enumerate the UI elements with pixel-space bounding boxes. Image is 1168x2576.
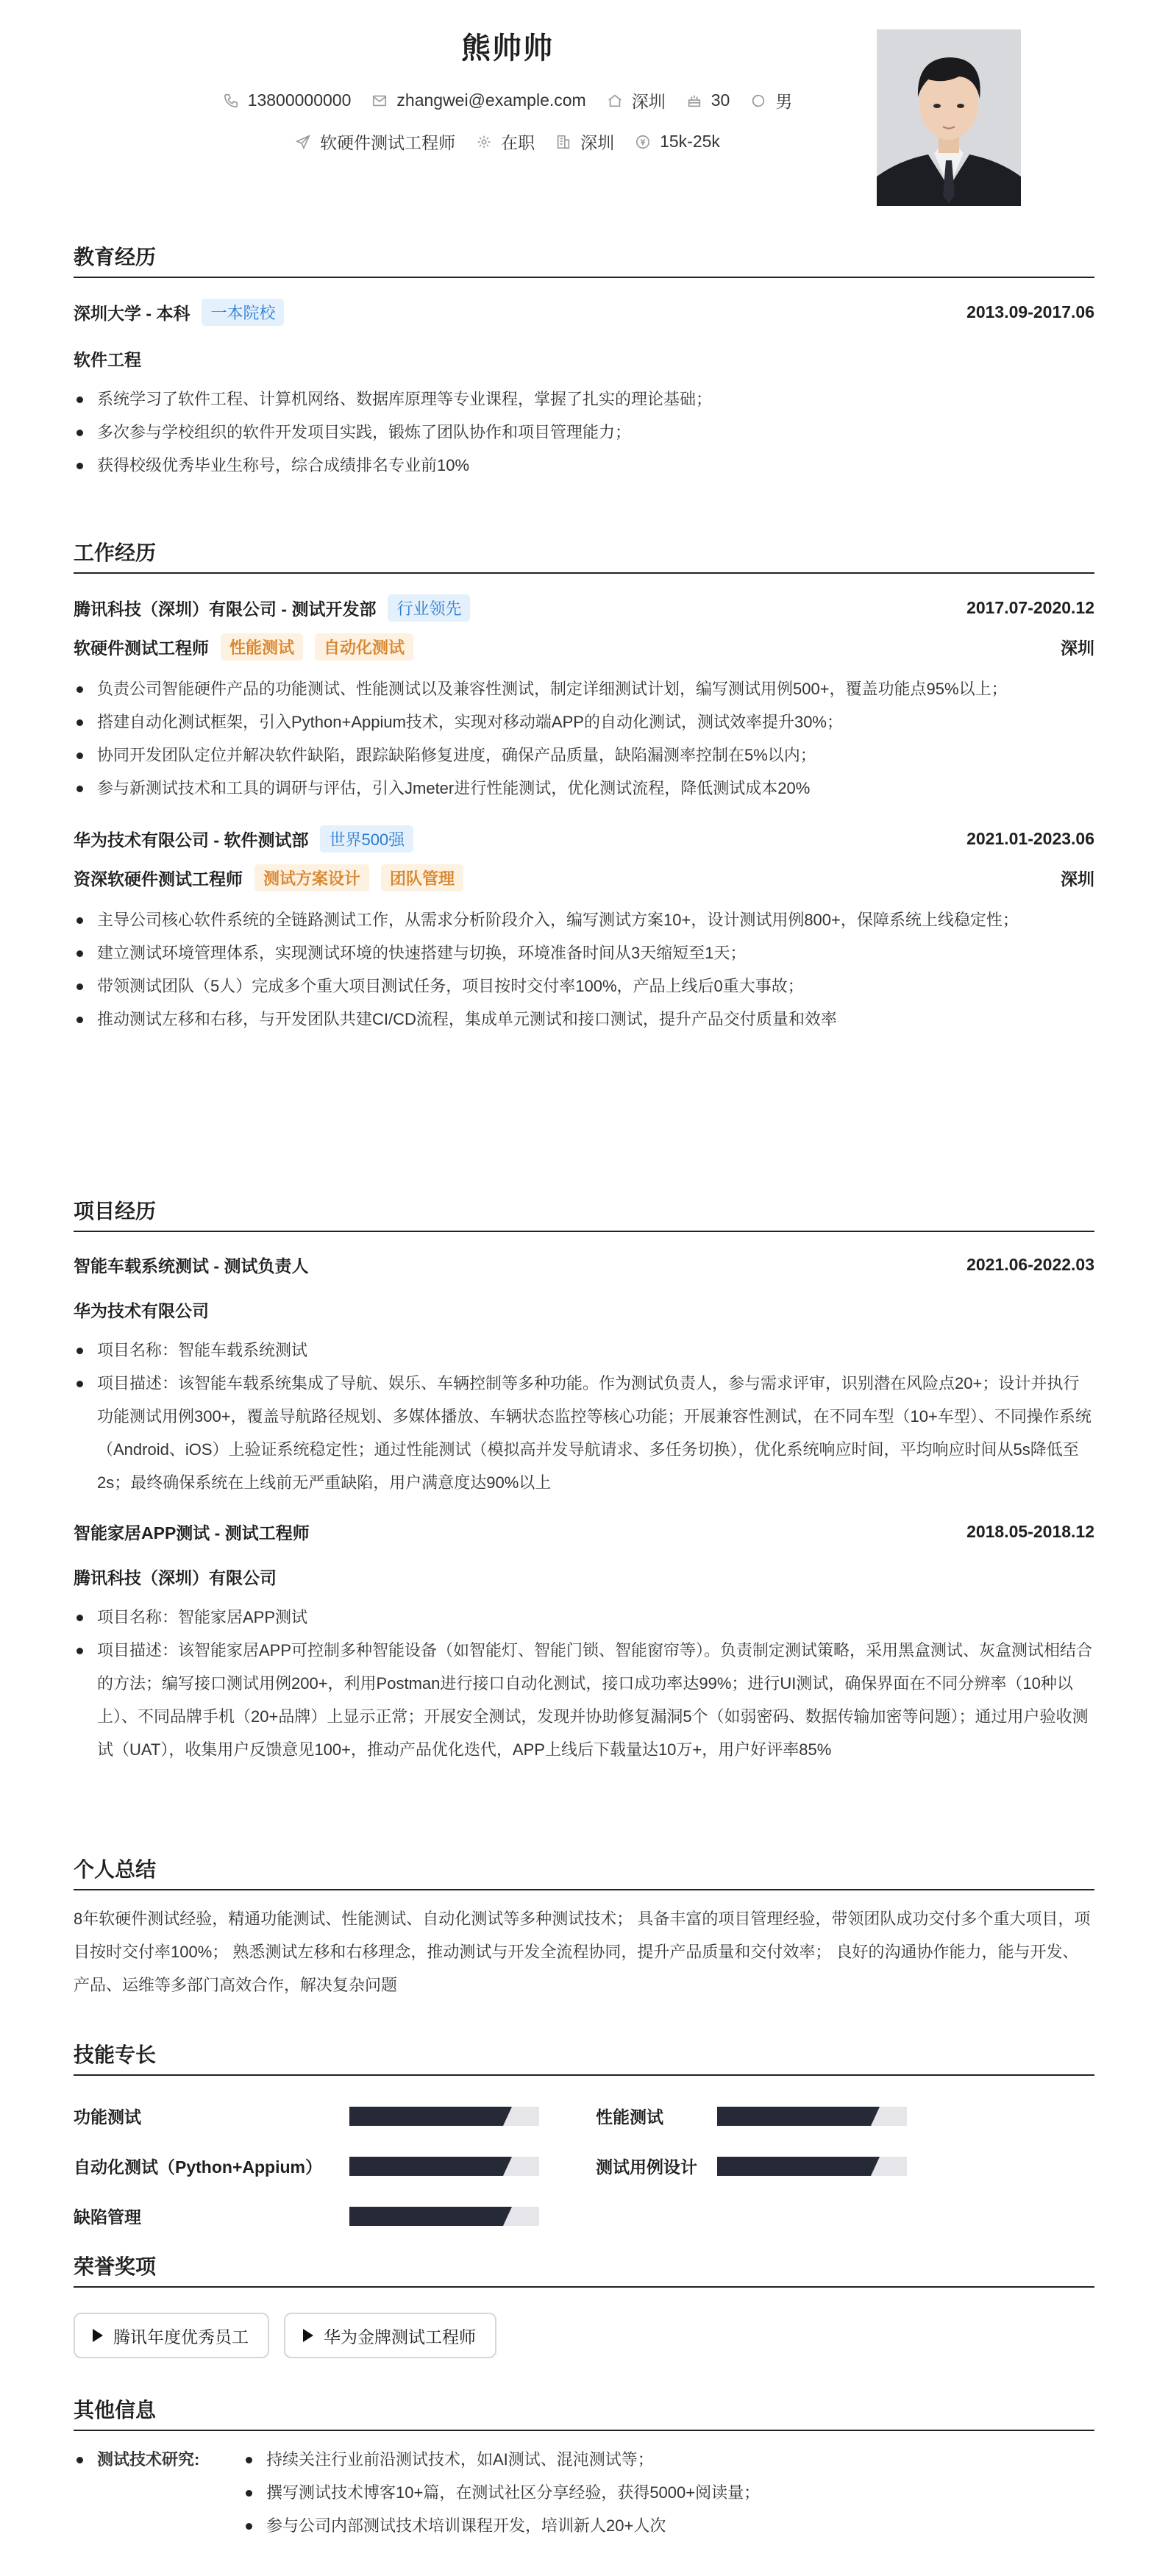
skills-section [74, 2039, 1094, 2238]
company-tag: 世界500强 [320, 825, 413, 853]
list-item: 系统学习了软件工程、计算机网络、数据库原理等专业课程，掌握了扎实的理论基础； [74, 383, 1094, 416]
project-bullets [74, 1601, 1094, 1766]
project-name: 智能家居APP测试 - 测试工程师 [74, 1523, 310, 1543]
education-bullets [74, 383, 1094, 482]
project-header [74, 1253, 1094, 1277]
skill-name: 自动化测试（Python+Appium） [74, 2157, 322, 2177]
resume-header [74, 0, 1094, 221]
list-item: 项目名称：智能家居APP测试 [74, 1601, 1094, 1634]
skill-bar [349, 2157, 539, 2176]
award-label: 腾讯年度优秀员工 [113, 2327, 249, 2346]
email-item [371, 90, 585, 110]
role-tag: 团队管理 [381, 864, 463, 892]
skill-name: 性能测试 [596, 2107, 663, 2127]
skill-name: 测试用例设计 [596, 2157, 697, 2177]
award-label: 华为金牌测试工程师 [324, 2327, 476, 2346]
job-date: 2017.07-2020.12 [966, 598, 1094, 617]
contact-row [74, 88, 941, 113]
other-title: 其他信息 [74, 2394, 1094, 2431]
job-bullets [74, 903, 1094, 1036]
skill-bar [717, 2157, 907, 2176]
projects-title: 项目经历 [74, 1195, 1094, 1232]
gender-icon [750, 93, 766, 109]
education-date: 2013.09-2017.06 [966, 302, 1094, 321]
project-date: 2021.06-2022.03 [966, 1255, 1094, 1274]
profile-photo [877, 29, 1021, 206]
target-city-item [555, 129, 614, 154]
salary-text: 15k-25k [660, 132, 720, 151]
gender-text: 男 [775, 92, 793, 111]
city-text: 深圳 [631, 92, 666, 111]
summary-text: 8年软硬件测试经验，精通功能测试、性能测试、自动化测试等多种测试技术； 具备丰富的项目管理经验，带领团队成功交付多个重大项目，项目按时交付率100%； 熟悉测试左移和右移理念，推动测试与开发全流程协同，提升产品质量和交付效率； 良好的沟通协作能力，能与开发、产品、运维等多部门高效合作，解决复杂问题 [74, 1910, 1091, 1994]
coin-icon [635, 134, 651, 150]
company-name: 腾讯科技（深圳）有限公司 - 测试开发部 [74, 599, 377, 619]
skills-grid [74, 2076, 1094, 2238]
role-tag: 性能测试 [221, 633, 303, 661]
job-title-item [295, 129, 455, 154]
other-label: 测试技术研究: [74, 2443, 243, 2476]
school-tag: 一本院校 [202, 299, 284, 326]
job-header [74, 594, 1094, 622]
play-icon [93, 2329, 103, 2342]
list-item: 参与新测试技术和工具的调研与评估，引入Jmeter进行性能测试，优化测试流程，降低测试成本20% [74, 772, 1094, 805]
status-item [476, 129, 535, 154]
education-header [74, 299, 1094, 326]
job-role: 资深软硬件测试工程师 [74, 869, 243, 889]
skill-item [74, 2154, 322, 2178]
status-text: 在职 [501, 133, 535, 152]
job-entry [74, 825, 1094, 1036]
skill-fill [349, 2157, 503, 2176]
skill-fill [717, 2107, 871, 2126]
job-header [74, 825, 1094, 853]
project-header [74, 1520, 1094, 1544]
skill-fill [349, 2107, 503, 2126]
summary-section [74, 1854, 1094, 2002]
list-item: 搭建自动化测试框架，引入Python+Appium技术，实现对移动端APP的自动化测试，测试效率提升30%； [74, 705, 1094, 739]
awards-section [74, 2251, 1094, 2358]
company-name: 华为技术有限公司 - 软件测试部 [74, 830, 309, 850]
target-city-text: 深圳 [580, 133, 615, 152]
age-text: 30 [711, 90, 730, 110]
summary-title: 个人总结 [74, 1854, 1094, 1890]
list-item: 多次参与学校组织的软件开发项目实践，锻炼了团队协作和项目管理能力； [74, 416, 1094, 449]
awards-list [74, 2313, 1094, 2358]
building-icon [555, 134, 571, 150]
city-item [607, 88, 666, 113]
project-name: 智能车载系统测试 - 测试负责人 [74, 1256, 309, 1275]
portrait-illustration [877, 29, 1021, 206]
list-item: 参与公司内部测试技术培训课程开发，培训新人20+人次 [243, 2509, 1094, 2542]
job-role: 软硬件测试工程师 [74, 638, 209, 658]
job-date: 2021.01-2023.06 [966, 829, 1094, 848]
cake-icon [686, 93, 702, 109]
list-item: 项目名称：智能车载系统测试 [74, 1334, 1094, 1367]
project-bullets [74, 1334, 1094, 1499]
skill-name: 缺陷管理 [74, 2207, 141, 2227]
skill-item [74, 2204, 141, 2228]
list-item: 项目描述：该智能家居APP可控制多种智能设备（如智能灯、智能门锁、智能窗帘等）。负责制定测试策略，采用黑盒测试、灰盒测试相结合的方法；编写接口测试用例200+，利用Postman进行接口自动化测试，接口成功率达99%；进行UI测试，确保界面在不同分辨率（10种以上）、不同品牌手机（20+品牌）上显示正常；开展安全测试，发现并协助修复漏洞5个（如弱密码、数据传输加密等问题）；通过用户验收测试（UAT），收集用户反馈意见100+，推动产品优化迭代，APP上线后下载量达10万+，用户好评率85% [74, 1634, 1094, 1766]
list-item: 推动测试左移和右移，与开发团队共建CI/CD流程，集成单元测试和接口测试，提升产品交付质量和效率 [74, 1003, 1094, 1036]
email-text: zhangwei@example.com [396, 90, 586, 110]
project-date: 2018.05-2018.12 [966, 1522, 1094, 1541]
other-label-list [74, 2443, 243, 2542]
list-item: 负责公司智能硬件产品的功能测试、性能测试以及兼容性测试，制定详细测试计划，编写测试用例500+，覆盖功能点95%以上； [74, 672, 1094, 705]
phone-item [223, 90, 352, 110]
list-item: 主导公司核心软件系统的全链路测试工作，从需求分析阶段介入，编写测试方案10+，设计测试用例800+，保障系统上线稳定性； [74, 903, 1094, 936]
role-tag: 测试方案设计 [254, 864, 369, 892]
project-company: 腾讯科技（深圳）有限公司 [74, 1568, 277, 1587]
skill-bar [717, 2107, 907, 2126]
other-block [74, 2443, 1094, 2542]
other-section [74, 2394, 1094, 2542]
projects-section [74, 1195, 1094, 1766]
skill-fill [349, 2207, 503, 2226]
skill-item [596, 2104, 663, 2128]
list-item: 协同开发团队定位并解决软件缺陷，跟踪缺陷修复进度，确保产品质量，缺陷漏测率控制在5%以内； [74, 739, 1094, 772]
play-icon [303, 2329, 313, 2342]
job-title-text: 软硬件测试工程师 [320, 133, 456, 152]
send-icon [295, 134, 311, 150]
phone-icon [223, 93, 239, 109]
job-location: 深圳 [1061, 638, 1094, 658]
award-item [74, 2313, 269, 2358]
project-company: 华为技术有限公司 [74, 1301, 209, 1320]
job-entry [74, 594, 1094, 805]
job-role-row [74, 633, 1094, 661]
job-intent-row [74, 129, 941, 154]
list-item: 带领测试团队（5人）完成多个重大项目测试任务，项目按时交付率100%，产品上线后0重大事故； [74, 969, 1094, 1003]
home-icon [607, 93, 623, 109]
list-item: 撰写测试技术博客10+篇，在测试社区分享经验，获得5000+阅读量； [243, 2476, 1094, 2509]
candidate-name: 熊帅帅 [461, 32, 554, 65]
job-location: 深圳 [1061, 869, 1094, 889]
work-section [74, 537, 1094, 1036]
company-tag: 行业领先 [388, 594, 470, 622]
skill-item [74, 2104, 141, 2128]
award-item [284, 2313, 496, 2358]
skill-bar [349, 2107, 539, 2126]
mail-icon [371, 93, 388, 109]
job-role-row [74, 864, 1094, 892]
education-major: 软件工程 [74, 350, 141, 369]
project-entry [74, 1520, 1094, 1766]
role-tag: 自动化测试 [315, 633, 413, 661]
education-section [74, 241, 1094, 482]
salary-item [635, 132, 720, 152]
education-title: 教育经历 [74, 241, 1094, 278]
list-item: 持续关注行业前沿测试技术，如AI测试、混沌测试等； [243, 2443, 1094, 2476]
list-item: 项目描述：该智能车载系统集成了导航、娱乐、车辆控制等多种功能。作为测试负责人，参与需求评审，识别潜在风险点20+；设计并执行功能测试用例300+，覆盖导航路径规划、多媒体播放、车辆状态监控等核心功能；开展兼容性测试，在不同车型（10+车型）、不同操作系统（Android、iOS）上验证系统稳定性；通过性能测试（模拟高并发导航请求、多任务切换），优化系统响应时间，平均响应时间从5s降低至2s；最终确保系统在上线前无严重缺陷，用户满意度达90%以上 [74, 1367, 1094, 1499]
project-entry [74, 1253, 1094, 1499]
skills-title: 技能专长 [74, 2039, 1094, 2076]
gear-icon [476, 134, 492, 150]
skill-name: 功能测试 [74, 2107, 141, 2127]
other-items [243, 2443, 1094, 2542]
awards-title: 荣誉奖项 [74, 2251, 1094, 2288]
skill-item [596, 2154, 697, 2178]
phone-text: 13800000000 [247, 90, 352, 110]
skill-bar [349, 2207, 539, 2226]
skill-fill [717, 2157, 871, 2176]
age-item [686, 90, 730, 110]
job-bullets [74, 672, 1094, 805]
school-name: 深圳大学 - 本科 [74, 304, 190, 323]
list-item: 建立测试环境管理体系，实现测试环境的快速搭建与切换，环境准备时间从3天缩短至1天； [74, 936, 1094, 969]
work-title: 工作经历 [74, 537, 1094, 574]
gender-item [750, 88, 792, 113]
list-item: 获得校级优秀毕业生称号，综合成绩排名专业前10% [74, 449, 1094, 482]
